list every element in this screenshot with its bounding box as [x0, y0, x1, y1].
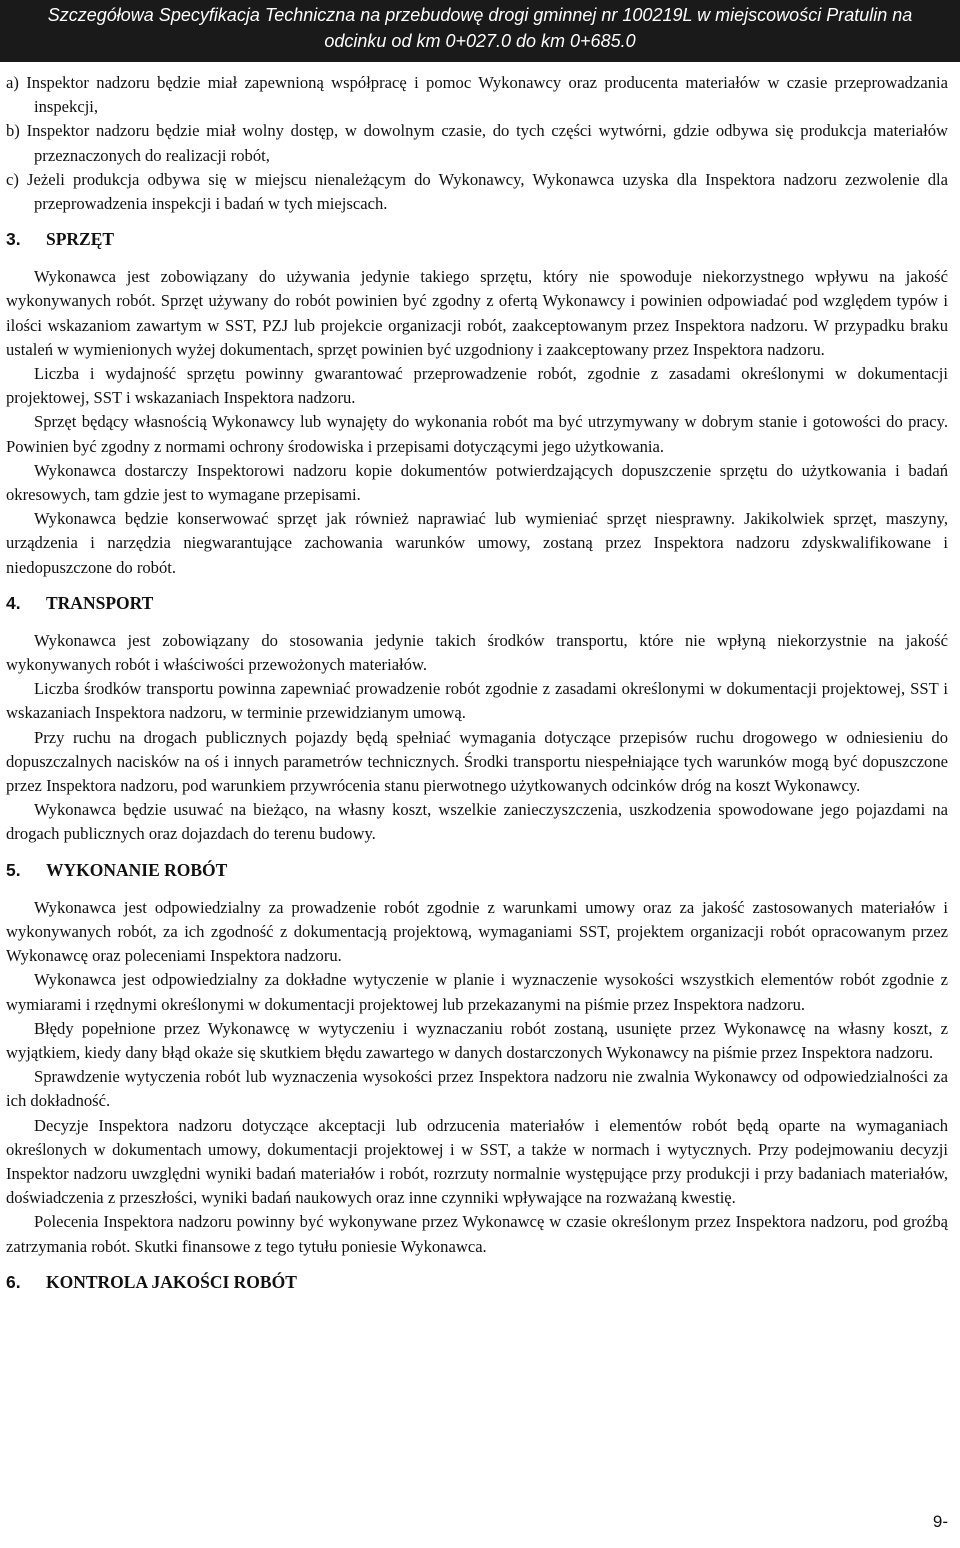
list-item: b) Inspektor nadzoru będzie miał wolny dostęp, w dowolnym czasie, do tych części wytwórni, gdzie odbywa się produkcja materiałów przeznaczonych do realizacji robót,	[6, 121, 948, 165]
paragraph: Wykonawca jest zobowiązany do stosowania jedynie takich środków transportu, które nie wpłyną niekorzystnie na jakość wykonywanych robót i właściwości przewożonych materiałów.	[6, 630, 948, 675]
paragraph: Wykonawca jest odpowiedzialny za dokładne wytyczenie w planie i wyznaczenie wysokości wszystkich elementów robót zgodnie z wymiarami i rzędnymi określonymi w dokumentacji projektowej lub przekazanymi na piśmie przez Inspektora nadzoru.	[6, 970, 948, 1014]
section-title: KONTROLA JAKOŚCI ROBÓT	[46, 1271, 297, 1292]
section-number: 4.	[6, 592, 21, 613]
section-title: TRANSPORT	[46, 592, 154, 613]
paragraph: Wykonawca jest zobowiązany do używania jedynie takiego sprzętu, który nie spowoduje niekorzystnego wpływu na jakość wykonywanych robót. Sprzęt używany do robót powinien być zgodny z ofertą Wykonawcy i powinien odpowiadać pod względem typów i ilości wskazaniom zawartym w SST, PZJ lub projekcie organizacji robót, zaakceptowanym przez Inspektora nadzoru. W przypadku braku ustaleń w wymienionych wyżej dokumentach, sprzęt powinien być uzgodniony i zaakceptowany przez Inspektora nadzoru.	[6, 267, 948, 359]
page-number: 9-	[932, 1512, 948, 1531]
paragraph: Sprzęt będący własnością Wykonawcy lub wynajęty do wykonania robót ma być utrzymywany w dobrym stanie i gotowości do pracy. Powinien być zgodny z normami ochrony środowiska i przepisami dotyczącymi jego użytkowania.	[6, 412, 948, 456]
paragraph: Błędy popełnione przez Wykonawcę w wytyczeniu i wyznaczaniu robót zostaną, usunięte przez Wykonawcę na własny koszt, z wyjątkiem, kiedy dany błąd okaże się skutkiem błędu zawartego w danych dostarczonych Wykonawcy na piśmie przez Inspektora nadzoru.	[6, 1018, 948, 1062]
section-title: SPRZĘT	[46, 229, 115, 250]
section-heading	[6, 591, 948, 615]
paragraph: Wykonawca jest odpowiedzialny za prowadzenie robót zgodnie z warunkami umowy oraz za jakość zastosowanych materiałów i wykonywanych robót, za ich zgodność z dokumentacją projektową, wymaganiami SST, projektem organizacji robót opracowanym przez Wykonawcę oraz poleceniami Inspektora nadzoru.	[6, 897, 948, 966]
header-title-line-1: Szczegółowa Specyfikacja Techniczna na przebudowę drogi gminnej nr 100219L w miejscowości Pratulin na	[47, 5, 913, 25]
paragraph: Liczba środków transportu powinna zapewniać prowadzenie robót zgodnie z zasadami określonymi w dokumentacji projektowej, SST i wskazaniach Inspektora nadzoru, w terminie przewidzianym umową.	[6, 679, 948, 723]
list-item: c) Jeżeli produkcja odbywa się w miejscu nienależącym do Wykonawcy, Wykonawca uzyska dla Inspektora nadzoru zezwolenie dla przeprowadzenia inspekcji i badań w tych miejscach.	[6, 169, 948, 214]
section-body	[6, 629, 948, 847]
section-heading	[6, 858, 948, 882]
paragraph: Polecenia Inspektora nadzoru powinny być wykonywane przez Wykonawcę w czasie określonym przez Inspektora nadzoru, pod groźbą zatrzymania robót. Skutki finansowe z tego tytułu poniesie Wykonawca.	[6, 1212, 948, 1256]
paragraph: Wykonawca będzie konserwować sprzęt jak również naprawiać lub wymieniać sprzęt niesprawny. Jakikolwiek sprzęt, maszyny, urządzenia i narzędzia niegwarantujące zachowania warunków umowy, zostaną przez Inspektora nadzoru zdyskwalifikowane i niedopuszczone do robót.	[6, 509, 948, 577]
section-number: 3.	[6, 229, 21, 250]
paragraph: Przy ruchu na drogach publicznych pojazdy będą spełniać wymagania dotyczące przepisów ruchu drogowego w odniesieniu do dopuszczalnych nacisków na oś i innych parametrów technicznych. Środki transportu niespełniające tych warunków mogą być dopuszczone przez Inspektora nadzoru, pod warunkiem przywrócenia stanu pierwotnego użytkowanych odcinków dróg na koszt Wykonawcy.	[6, 727, 948, 796]
page-header	[0, 0, 960, 62]
section-title: WYKONANIE ROBÓT	[46, 859, 228, 880]
document-body	[6, 71, 948, 1308]
section-body	[6, 896, 948, 1259]
section-heading	[6, 227, 948, 251]
section-body	[6, 265, 948, 580]
paragraph: Liczba i wydajność sprzętu powinny gwarantować przeprowadzenie robót, zgodnie z zasadami określonymi w dokumentacji projektowej, SST i wskazaniach Inspektora nadzoru.	[6, 364, 948, 408]
header-title-line-2: odcinku od km 0+027.0 do km 0+685.0	[324, 31, 636, 51]
paragraph: Wykonawca dostarczy Inspektorowi nadzoru kopie dokumentów potwierdzających dopuszczenie sprzętu do użytkowania i badań okresowych, tam gdzie jest to wymagane przepisami.	[6, 460, 948, 505]
section-number: 5.	[6, 859, 21, 880]
paragraph: Sprawdzenie wytyczenia robót lub wyznaczenia wysokości przez Inspektora nadzoru nie zwalnia Wykonawcy od odpowiedzialności za ich dokładność.	[6, 1067, 948, 1111]
list-item: a) Inspektor nadzoru będzie miał zapewnioną współpracę i pomoc Wykonawcy oraz producenta materiałów w czasie przeprowadzania inspekcji,	[6, 73, 948, 117]
inspection-list	[6, 71, 948, 216]
paragraph: Decyzje Inspektora nadzoru dotyczące akceptacji lub odrzucenia materiałów i elementów robót będą oparte na wymaganiach określonych w dokumentach umowy, dokumentacji projektowej i w SST, a także w normach i wytycznych. Przy podejmowaniu decyzji Inspektor nadzoru uwzględni wyniki badań materiałów i robót, rozrzuty normalnie występujące przy produkcji i przy badaniach materiałów, doświadczenia z przeszłości, wyniki badań naukowych oraz inne czynniki wpływające na rozważaną kwestię.	[6, 1115, 948, 1208]
section-number: 6.	[6, 1271, 21, 1292]
section-heading	[6, 1270, 948, 1294]
paragraph: Wykonawca będzie usuwać na bieżąco, na własny koszt, wszelkie zanieczyszczenia, uszkodzenia spowodowane jego pojazdami na drogach publicznych oraz dojazdach do terenu budowy.	[6, 800, 948, 844]
